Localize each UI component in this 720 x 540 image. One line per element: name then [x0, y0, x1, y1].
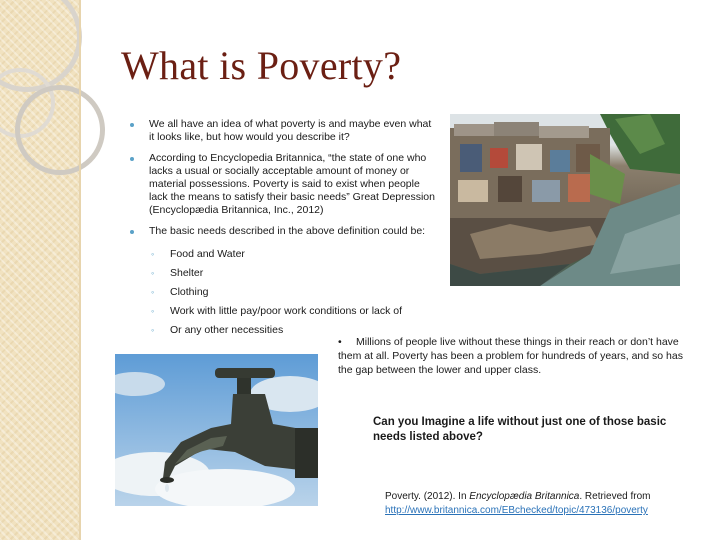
decorative-side-band	[0, 0, 79, 540]
bullet-item: We all have an idea of what poverty is and maybe even what it looks like, but how would you describe it?	[128, 118, 438, 144]
citation-source: Encyclopædia Britannica	[469, 491, 580, 502]
citation-link[interactable]: http://www.britannica.com/EBchecked/topic/473136/poverty	[385, 505, 648, 516]
citation-suffix: . Retrieved from	[579, 491, 651, 502]
slide-title: What is Poverty?	[121, 43, 402, 88]
sub-bullet-item: ◦ Shelter	[149, 267, 438, 280]
millions-text: Millions of people live without these things in their reach or don’t have them at all. Poverty has been a problem for hundreds of years, and so has the gap between the lower and upper class.	[338, 336, 683, 376]
sub-bullet-item: ◦ Or any other necessities	[149, 324, 438, 337]
sub-bullet-item: ◦ Work with little pay/poor work conditions or lack of	[149, 305, 438, 318]
question-text: Can you Imagine a life without just one of those basic needs listed above?	[373, 416, 667, 443]
decorative-ring	[15, 85, 105, 175]
millions-note	[338, 335, 683, 377]
tap-illustration	[115, 354, 318, 506]
sub-bullet-list	[149, 248, 438, 337]
bullet-item: According to Encyclopedia Britannica, “the state of one who lacks a usual or socially acceptable amount of money or material possessions. Poverty is said to exist when people lack the means to satisfy their basic needs” Great Depression (Encyclopædia Britannica, Inc., 2012)	[128, 152, 438, 217]
bullet-item-needs	[128, 225, 438, 337]
bullet-text: The basic needs described in the above definition could be:	[149, 225, 426, 237]
slum-photo	[450, 114, 680, 286]
slum-illustration	[450, 114, 680, 286]
sub-bullet-item: ◦ Food and Water	[149, 248, 438, 261]
millions-bullet: •	[338, 336, 342, 348]
bullet-list	[128, 118, 438, 345]
citation-prefix: Poverty. (2012). In	[385, 491, 470, 502]
side-band-edge	[79, 0, 81, 540]
citation	[385, 490, 705, 518]
sub-bullet-item: ◦ Clothing	[149, 286, 438, 299]
water-tap-photo	[115, 354, 318, 506]
